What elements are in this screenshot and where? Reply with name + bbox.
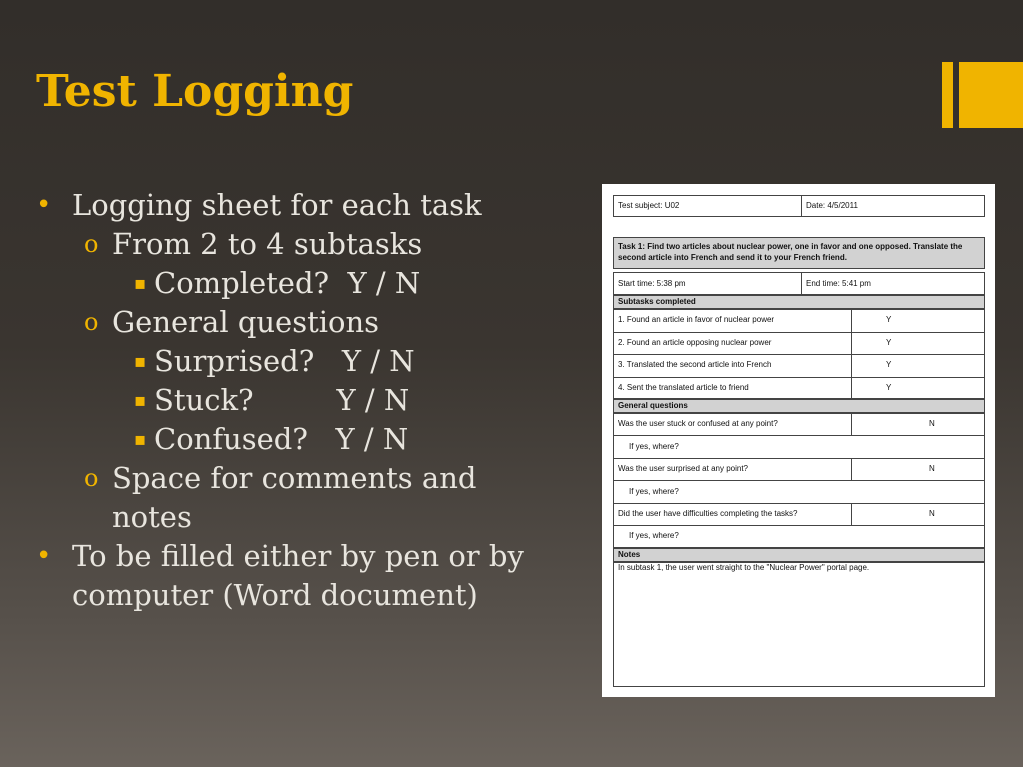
bullet-text: Surprised? Y / N: [154, 344, 415, 378]
bullet-marker-icon: •: [36, 190, 52, 220]
task-description: Task 1: Find two articles about nuclear power, one in favor and one opposed. Translate the second article into French and send it to your French friend.: [618, 242, 963, 262]
bullet-text: Completed? Y / N: [154, 266, 421, 300]
subtask-value: Y: [886, 383, 892, 392]
logging-sheet-image: [602, 184, 995, 697]
bullet-text: To be filled either by pen or by computer (Word document): [72, 539, 524, 612]
subtasks-header: Subtasks completed: [613, 295, 985, 309]
bullet-text: Confused? Y / N: [154, 422, 409, 456]
bullet-level3: [36, 420, 566, 459]
bullet-level1: [36, 186, 566, 225]
notes-text: In subtask 1, the user went straight to the "Nuclear Power" portal page.: [618, 563, 870, 572]
subtask-label: 2. Found an article opposing nuclear power: [618, 338, 772, 347]
question-followup: If yes, where?: [629, 442, 679, 451]
test-date: Date: 4/5/2011: [806, 201, 858, 210]
bullet-level2: [36, 225, 566, 264]
accent-bar-wide: [959, 62, 1023, 128]
question-value: N: [929, 464, 935, 473]
bullet-text: From 2 to 4 subtasks: [112, 227, 423, 261]
subtask-value: Y: [886, 338, 892, 347]
question-label: Was the user surprised at any point?: [618, 464, 748, 473]
circle-marker-icon: o: [84, 464, 99, 492]
notes-box: [613, 562, 985, 687]
bullet-text: Stuck? Y / N: [154, 383, 410, 417]
bullet-text: Space for comments and notes: [112, 461, 477, 534]
question-value: N: [929, 419, 935, 428]
accent-bar-thin: [942, 62, 953, 128]
question-followup: If yes, where?: [629, 531, 679, 540]
question-value: N: [929, 509, 935, 518]
bullet-level2: [36, 459, 552, 537]
subtask-label: 3. Translated the second article into French: [618, 360, 772, 369]
circle-marker-icon: o: [84, 308, 99, 336]
notes-header: Notes: [613, 548, 985, 562]
slide-title: Test Logging: [36, 66, 354, 117]
bullet-level2: [36, 303, 566, 342]
bullet-level3: [36, 264, 566, 303]
start-time: Start time: 5:38 pm: [618, 279, 686, 288]
subtask-value: Y: [886, 315, 892, 324]
test-subject: Test subject: U02: [618, 201, 680, 210]
bullet-level1: [36, 537, 532, 615]
circle-marker-icon: o: [84, 230, 99, 258]
question-label: Did the user have difficulties completing the tasks?: [618, 509, 798, 518]
subtask-label: 4. Sent the translated article to friend: [618, 383, 749, 392]
question-label: Was the user stuck or confused at any point?: [618, 419, 778, 428]
bullet-text: General questions: [112, 305, 380, 339]
square-marker-icon: ▪: [134, 390, 147, 411]
end-time: End time: 5:41 pm: [806, 279, 871, 288]
question-followup: If yes, where?: [629, 487, 679, 496]
square-marker-icon: ▪: [134, 429, 147, 450]
questions-header: General questions: [613, 399, 985, 413]
subtask-value: Y: [886, 360, 892, 369]
subtask-label: 1. Found an article in favor of nuclear power: [618, 315, 775, 324]
bullet-list: [36, 186, 566, 615]
bullet-marker-icon: •: [36, 541, 52, 571]
square-marker-icon: ▪: [134, 273, 147, 294]
bullet-level3: [36, 381, 566, 420]
square-marker-icon: ▪: [134, 351, 147, 372]
bullet-text: Logging sheet for each task: [72, 188, 482, 222]
bullet-level3: [36, 342, 566, 381]
